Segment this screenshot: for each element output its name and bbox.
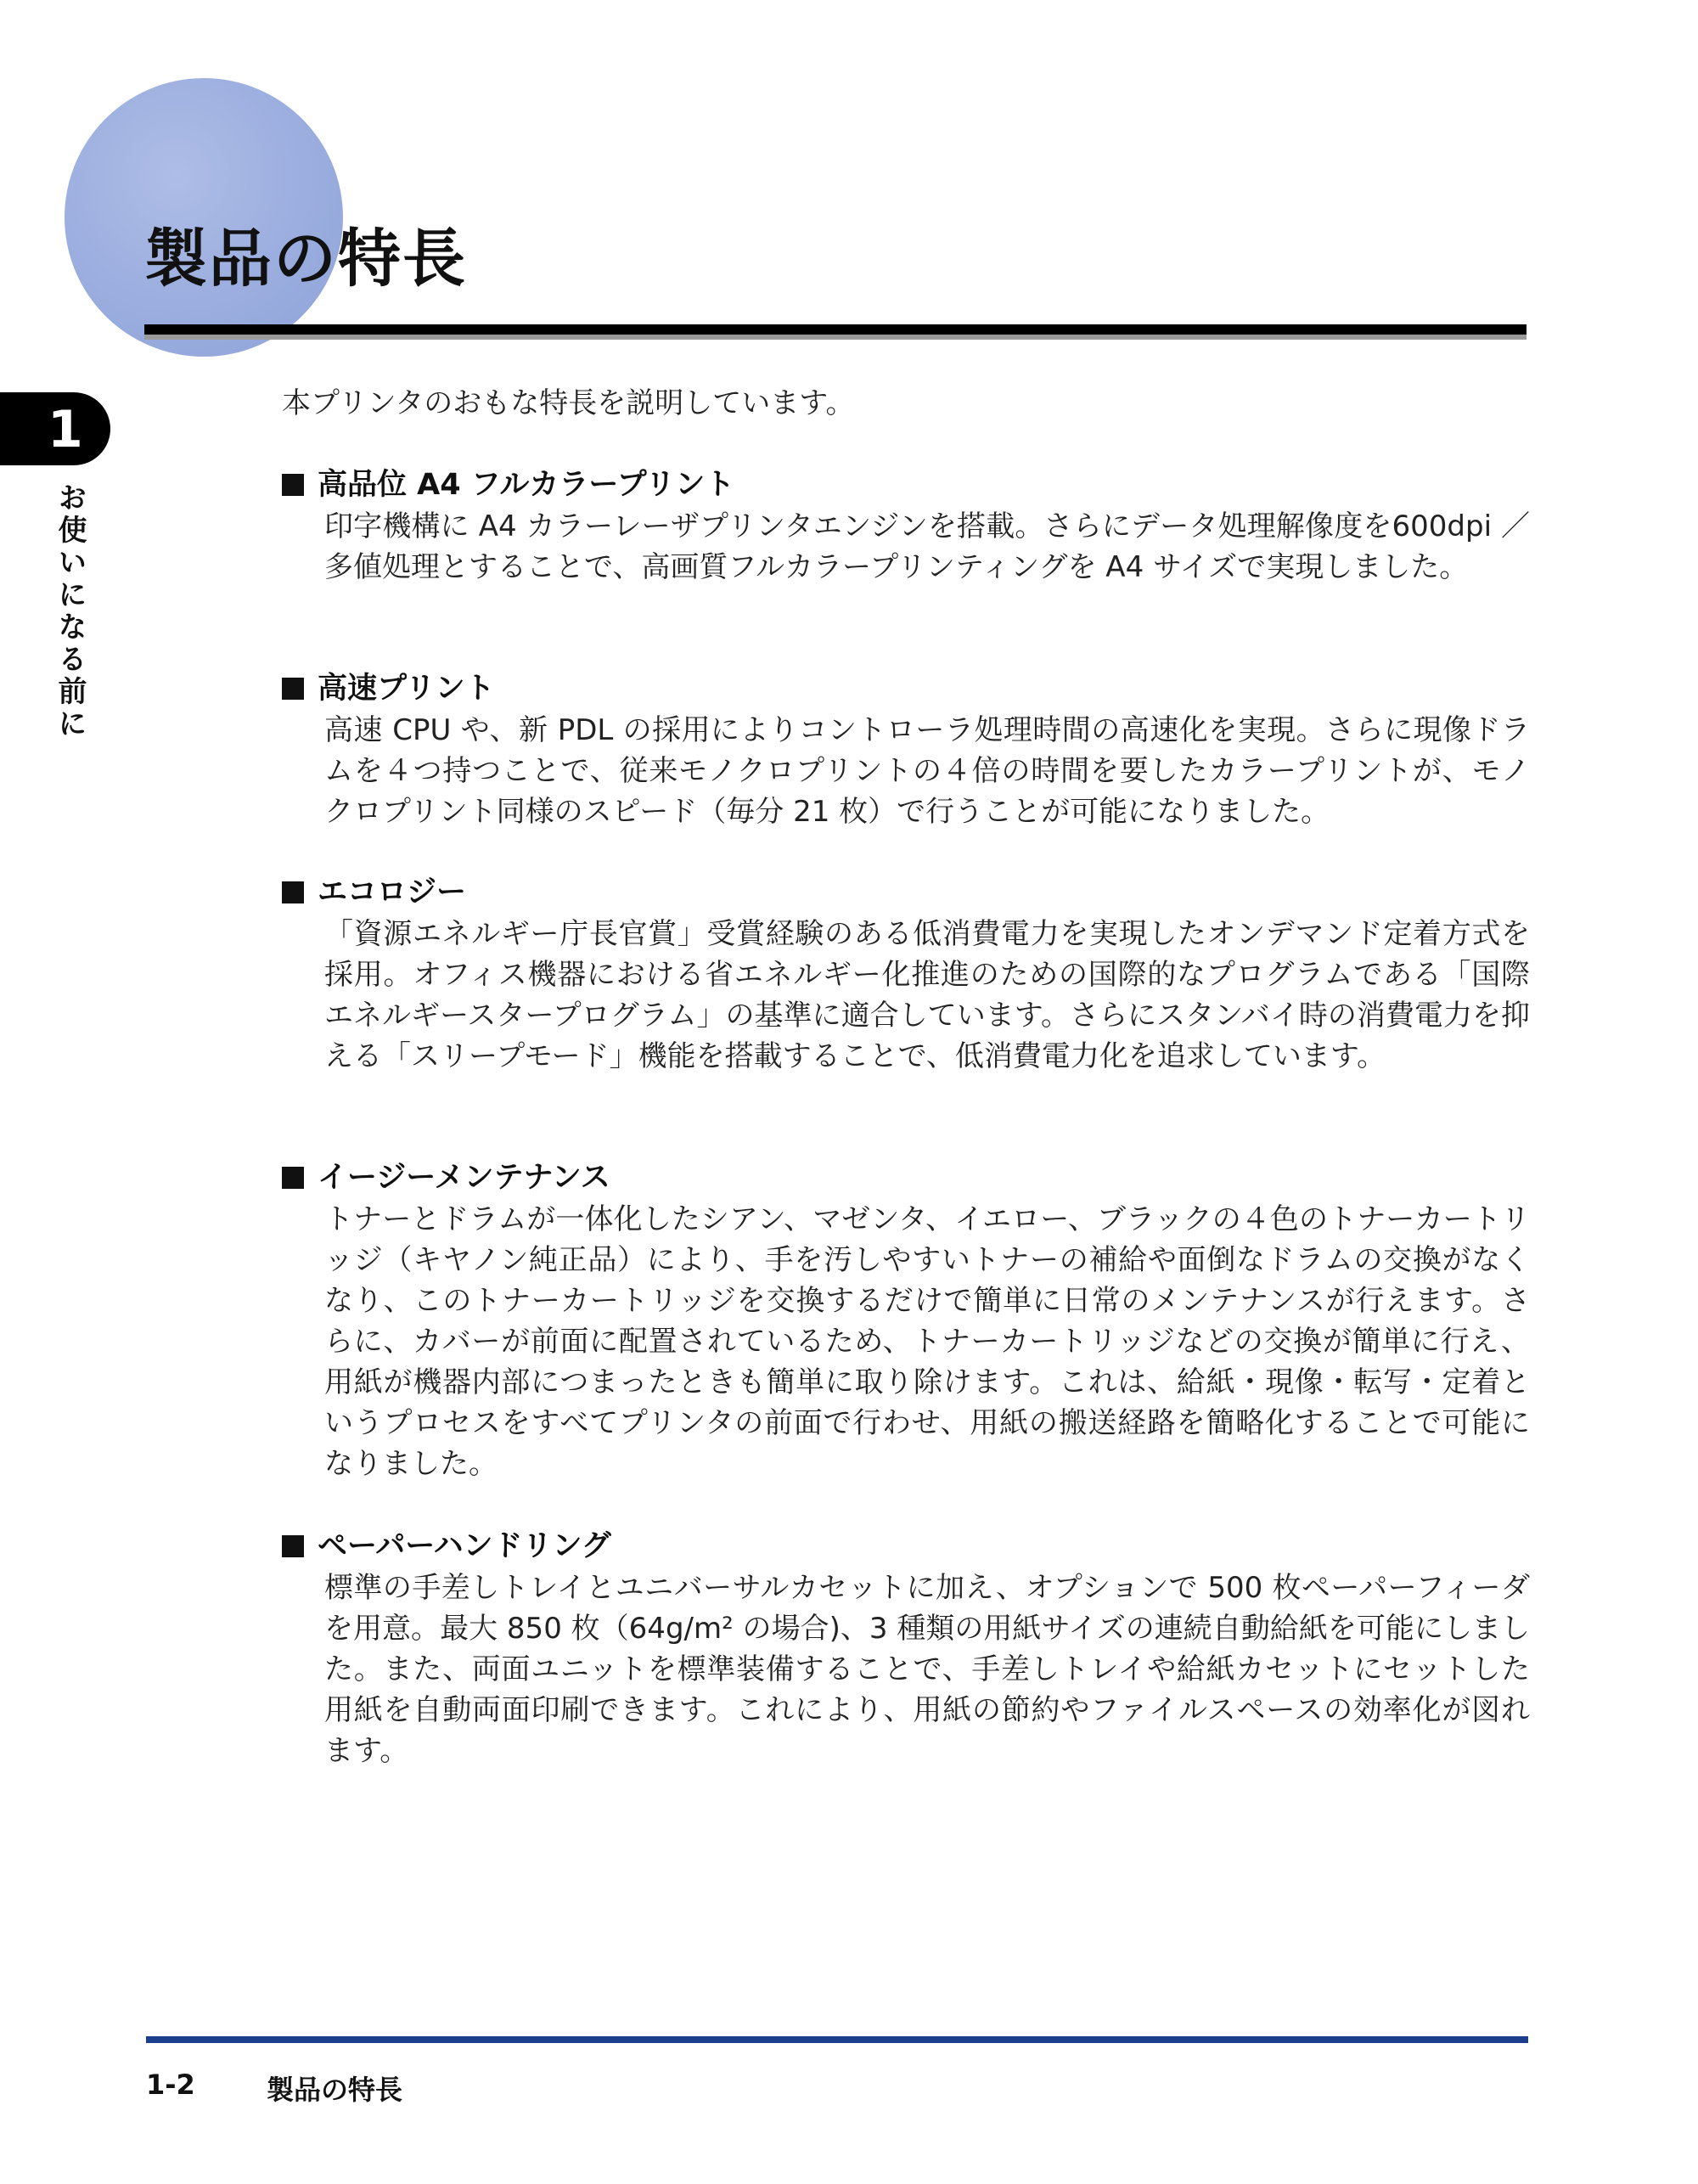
title-underline-shadow: [144, 335, 1527, 340]
feature-section: [282, 1157, 1530, 1484]
bullet-square-icon: [282, 1535, 304, 1557]
page-number: 1-2: [146, 2069, 195, 2101]
section-heading-text: イージーメンテナンス: [318, 1161, 610, 1195]
section-heading: [282, 1525, 1530, 1568]
bullet-square-icon: [282, 474, 304, 496]
section-body: 印字機構に A4 カラーレーザプリンタエンジンを搭載。さらにデータ処理解像度を600dpi ／多値処理とすることで、高画質フルカラープリンティングを A4 サイズで実現しました。: [324, 509, 1530, 584]
section-heading-text: エコロジー: [318, 875, 467, 909]
section-body: トナーとドラムが一体化したシアン、マゼンタ、イエロー、ブラックの４色のトナーカートリッジ（キヤノン純正品）により、手を汚しやすいトナーの補給や面倒なドラムの交換がなくなり、このトナーカートリッジを交換するだけで簡単に日常のメンテナンスが行えます。さらに、カバーが前面に配置されているため、トナーカートリッジなどの交換が簡単に行え、用紙が機器内部につまったときも簡単に取り除けます。これは、給紙・現像・転写・定着というプロセスをすべてプリンタの前面で行わせ、用紙の搬送経路を簡略化することで可能になりました。: [324, 1202, 1530, 1481]
bullet-square-icon: [282, 1167, 304, 1189]
section-body: 「資源エネルギー庁長官賞」受賞経験のある低消費電力を実現したオンデマンド定着方式を採用。オフィス機器における省エネルギー化推進のための国際的なプログラムである「国際エネルギースタープログラム」の基準に適合しています。さらにスタンバイ時の消費電力を抑える「スリープモード」機能を搭載することで、低消費電力化を追求しています。: [324, 917, 1530, 1073]
bullet-square-icon: [282, 881, 304, 903]
bullet-square-icon: [282, 678, 304, 700]
page-title: 製品の特長: [144, 222, 467, 296]
section-body: 標準の手差しトレイとユニバーサルカセットに加え、オプションで 500 枚ペーパーフィーダを用意。最大 850 枚（64g/m² の場合)、3 種類の用紙サイズの連続自動給紙を可能にしました。また、両面ユニットを標準装備することで、手差しトレイや給紙カセットにセットした用紙を自動両面印刷できます。これにより、用紙の節約やファイルスペースの効率化が図れます。: [324, 1571, 1530, 1768]
section-heading: [282, 871, 1530, 914]
footer-rule: [146, 2036, 1528, 2043]
section-heading: [282, 1157, 1530, 1199]
chapter-tab: [0, 392, 110, 465]
title-underline: [144, 324, 1527, 335]
feature-section: [282, 464, 1530, 588]
section-heading-text: ペーパーハンドリング: [318, 1529, 611, 1563]
chapter-number: 1: [48, 400, 83, 459]
feature-section: [282, 667, 1530, 832]
feature-section: [282, 1525, 1530, 1771]
section-heading-text: 高速プリント: [318, 672, 495, 706]
feature-section: [282, 871, 1530, 1077]
section-heading: [282, 667, 1530, 710]
decorative-circle: [65, 78, 343, 357]
chapter-side-label: お使いになる前に: [53, 482, 87, 740]
section-body: 高速 CPU や、新 PDL の採用によりコントローラ処理時間の高速化を実現。さらに現像ドラムを４つ持つことで、従来モノクロプリントの４倍の時間を要したカラープリントが、モノクロプリント同様のスピード（毎分 21 枚）で行うことが可能になりました。: [324, 713, 1530, 829]
intro-text: 本プリンタのおもな特長を説明しています。: [282, 386, 855, 420]
section-heading: [282, 464, 1530, 506]
footer-section-title: 製品の特長: [267, 2074, 403, 2106]
section-heading-text: 高品位 A4 フルカラープリント: [318, 468, 735, 502]
